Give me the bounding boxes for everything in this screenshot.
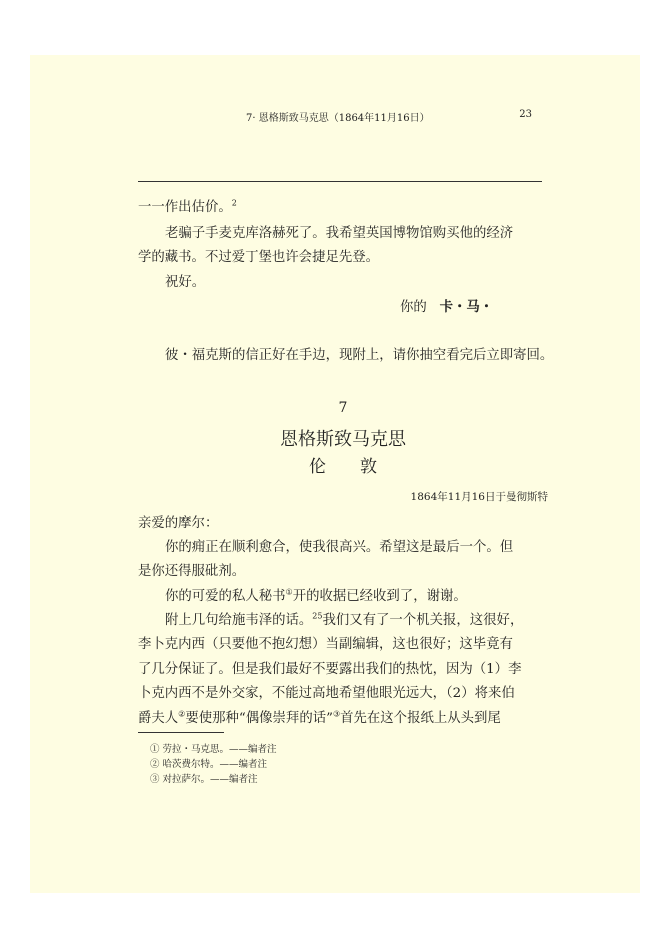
- signature: 你的 卡・马・: [400, 299, 494, 315]
- page-number: 23: [519, 109, 532, 120]
- letter-place: 伦 敦: [309, 457, 377, 477]
- text-line: 老骗子手麦克库洛赫死了。我希望英国博物馆购买他的经济: [165, 226, 514, 241]
- text-line: 你的可爱的私人秘书①开的收据已经收到了，谢谢。: [165, 587, 467, 604]
- header-rule: [138, 181, 542, 182]
- running-header: [104, 107, 544, 123]
- header-title: 7· 恩格斯致马克思（1864年11月16日）: [246, 113, 430, 124]
- text-line: 祝好。: [165, 275, 206, 290]
- text-line: 了几分保证了。但是我们最好不要露出我们的热忱，因为（1）李: [138, 662, 522, 677]
- letter-heading: 恩格斯致马克思: [280, 429, 406, 450]
- footnote: ① 劳拉・马克思。——编者注: [150, 744, 277, 755]
- text-line: 附上几句给施韦泽的话。$^{25}$我们又有了一个机关报，这很好，: [165, 611, 524, 628]
- text-line: 爵夫人②要使那种“偶像崇拜的话”③首先在这个报纸上从头到尾: [138, 709, 501, 726]
- text-line: 一一作出估价。$^2$: [138, 198, 237, 215]
- footnote: ② 哈茨费尔特。——编者注: [150, 759, 268, 770]
- dateline: 1864年11月16日于曼彻斯特: [410, 491, 548, 503]
- text-line: 学的藏书。不过爱丁堡也许会捷足先登。: [138, 250, 380, 265]
- letter-number: 7: [338, 400, 348, 416]
- text-line: 卜克内西不是外交家，不能过高地希望他眼光远大，（2）将来伯: [138, 686, 515, 701]
- text-line: 是你还得服砒剂。: [138, 564, 246, 579]
- text-line: 李卜克内西（只要他不抱幻想）当副编辑，这也很好；这毕竟有: [138, 637, 513, 652]
- footnote-rule: [138, 732, 224, 733]
- text-line: 彼・福克斯的信正好在手边，现附上，请你抽空看完后立即寄回。: [165, 348, 554, 363]
- footnote: ③ 对拉萨尔。——编者注: [150, 774, 258, 785]
- text-line: 你的痈正在顺利愈合，使我很高兴。希望这是最后一个。但: [165, 540, 514, 555]
- salutation: 亲爱的摩尔：: [138, 516, 219, 531]
